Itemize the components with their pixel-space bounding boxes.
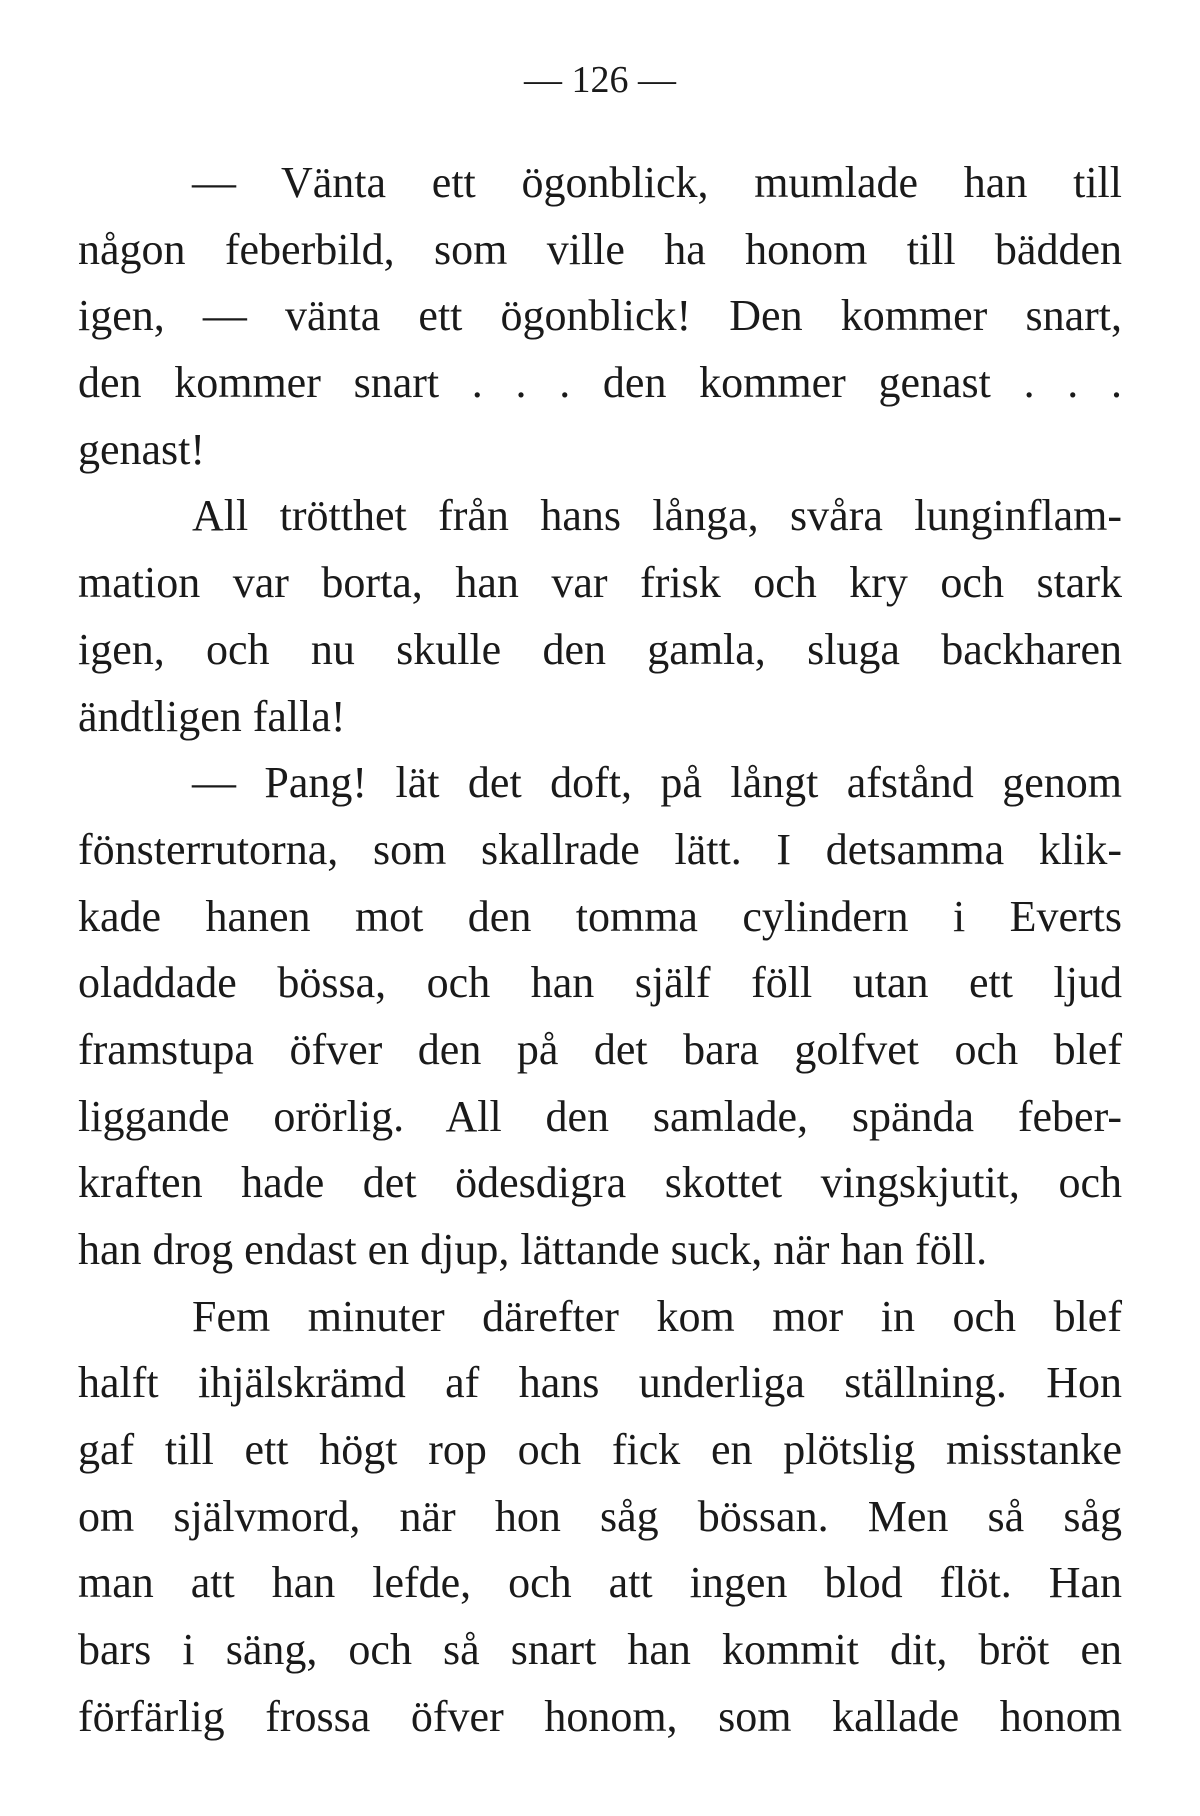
page-number: — 126 — [524,59,676,101]
text-line: man att han lefde, och att ingen blod flöt. Han [78,1558,1122,1608]
text-line: gaf till ett högt rop och fick en plötslig misstanke [78,1425,1122,1475]
text-line: igen, — vänta ett ögonblick! Den kommer snart, [78,291,1122,341]
text-line: om självmord, när hon såg bössan. Men så såg [78,1491,1122,1541]
text-line: — Pang! lät det doft, på långt afstånd genom [192,758,1122,808]
text-line: förfärlig frossa öfver honom, som kallade honom [78,1691,1122,1741]
text-line: liggande orörlig. All den samlade, spända feber- [78,1091,1122,1141]
text-line: bars i säng, och så snart han kommit dit, bröt en [78,1625,1122,1675]
text-line: genast! [78,424,206,474]
text-line: — Vänta ett ögonblick, mumlade han till [192,158,1122,207]
text-line: framstupa öfver den på det bara golfvet och blef [78,1024,1122,1074]
text-line: den kommer snart . . . den kommer genast . . . [78,358,1122,408]
text-line: oladdade bössa, och han själf föll utan ett ljud [78,958,1122,1008]
text-line: mation var borta, han var frisk och kry och stark [78,558,1122,608]
text-line: han drog endast en djup, lättande suck, när han föll. [78,1225,988,1274]
text-line: ändtligen falla! [78,691,346,741]
text-line: igen, och nu skulle den gamla, sluga backharen [78,624,1122,674]
text-line: kade hanen mot den tomma cylindern i Everts [78,891,1122,941]
text-line: fönsterrutorna, som skallrade lätt. I detsamma klik- [78,824,1122,874]
text-line: kraften hade det ödesdigra skottet vingskjutit, och [78,1158,1122,1208]
text-line: någon feberbild, som ville ha honom till bädden [78,224,1122,274]
text-line: halft ihjälskrämd af hans underliga ställning. Hon [78,1358,1122,1408]
text-line: Fem minuter därefter kom mor in och blef [192,1291,1122,1341]
body-text [78,150,1122,1751]
text-line: All trötthet från hans långa, svåra lunginflam- [192,491,1122,541]
